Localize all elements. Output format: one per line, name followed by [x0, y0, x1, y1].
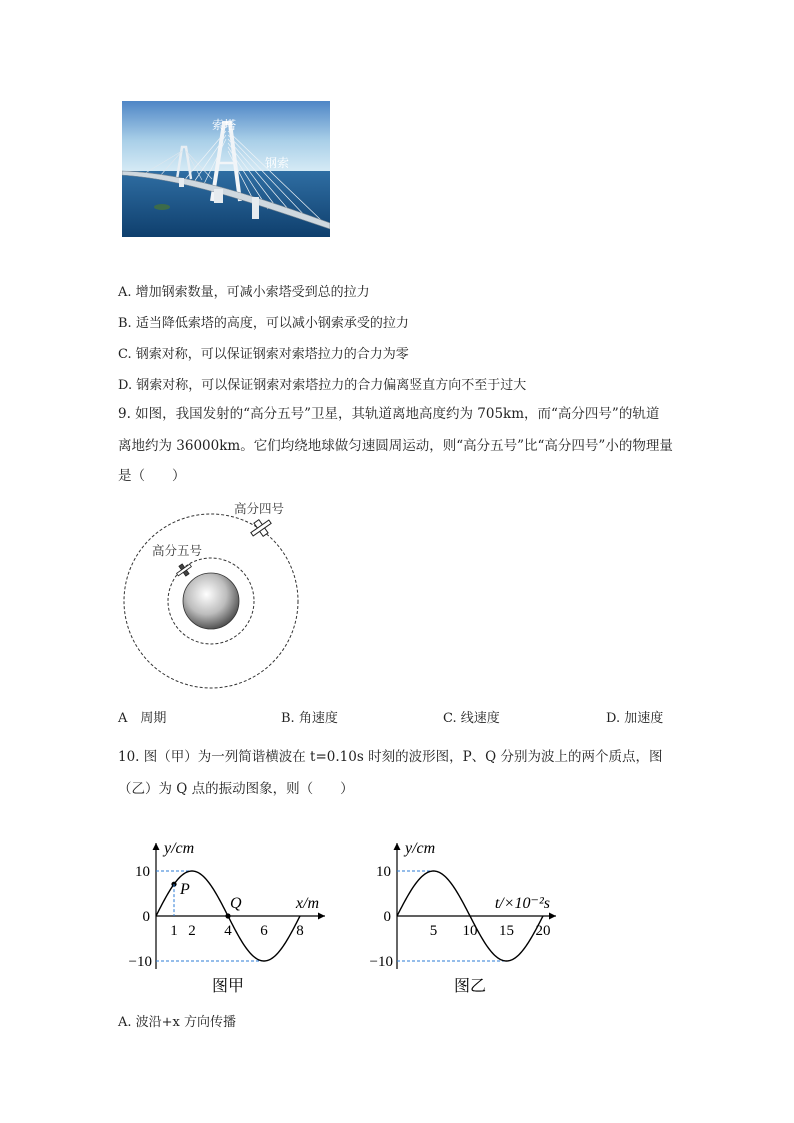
chart-0-label-P: P [180, 881, 190, 899]
chart-1-title: 图乙 [453, 978, 487, 995]
chart-1-ytick-bottom: −10 [369, 954, 393, 970]
q10-stem-line2: （乙）为 Q 点的振动图象，则（ ） [118, 781, 354, 797]
q10-option-a[interactable]: A. 波沿+x 方向传播 [118, 1015, 237, 1030]
q8-option-d[interactable]: D. 钢索对称，可以保证钢索对索塔拉力的合力偏离竖直方向不至于过大 [118, 378, 527, 393]
chart-1-xtick-1: 10 [462, 923, 478, 939]
chart-0-ytick-top: 10 [135, 864, 150, 880]
label-tower: 索塔 [212, 118, 237, 132]
q9-option-d[interactable]: D. 加速度 [606, 711, 664, 726]
chart-0-xtick-1: 2 [188, 923, 196, 939]
chart-1-ylabel: y/cm [405, 840, 436, 857]
chart-0-ylabel: y/cm [164, 840, 195, 857]
wave-chart-yi-svg [360, 835, 610, 1000]
chart-0-point-Q [225, 913, 230, 918]
chart-0-xtick-3: 6 [260, 923, 268, 939]
chart-1-ytick-top: 10 [376, 864, 391, 880]
chart-0-label-Q: Q [230, 895, 242, 912]
chart-0-xlabel: x/m [295, 895, 319, 912]
wave-chart-jia [120, 835, 350, 1000]
chart-1-xtick-3: 20 [535, 923, 551, 939]
q9-option-b[interactable]: B. 角速度 [281, 711, 338, 726]
q8-option-b[interactable]: B. 适当降低索塔的高度，可以减小钢索承受的拉力 [118, 316, 409, 331]
bridge-photo [122, 101, 330, 237]
q8-option-a[interactable]: A. 增加钢索数量，可减小索塔受到总的拉力 [118, 285, 370, 300]
chart-0-ytick-zero: 0 [142, 909, 150, 925]
chart-0-title: 图甲 [211, 978, 245, 995]
wave-chart-jia-svg [120, 835, 350, 1000]
label-cable: 钢索 [265, 156, 290, 170]
chart-0-xtick-4: 8 [296, 923, 304, 939]
q9-option-c[interactable]: C. 线速度 [443, 711, 500, 726]
wave-chart-yi [360, 835, 610, 1000]
bridge-photo-art [122, 101, 330, 237]
satellite-outer-icon [247, 515, 274, 541]
q10-stem-line1: 10. 图（甲）为一列简谐横波在 t=0.10s 时刻的波形图，P、Q 分别为波上的两个质点，图 [118, 749, 663, 765]
chart-1-xlabel: t/×10⁻²s [494, 895, 550, 912]
chart-1-xtick-2: 15 [499, 923, 514, 939]
chart-1-xtick-0: 5 [429, 923, 438, 939]
chart-0-xtick-2: 4 [224, 923, 232, 939]
q8-option-c[interactable]: C. 钢索对称，可以保证钢索对索塔拉力的合力为零 [118, 347, 409, 362]
q9-stem-line1: 9. 如图，我国发射的“高分五号”卫星，其轨道离地高度约为 705km，而“高分四号”的轨道 [118, 406, 660, 422]
earth [183, 573, 239, 629]
chart-1-ytick-zero: 0 [383, 909, 391, 925]
label-gaofen4: 高分四号 [234, 502, 285, 516]
orbit-diagram [118, 495, 318, 695]
q9-stem-line3: 是（ ） [118, 468, 186, 484]
chart-0-ytick-bottom: −10 [128, 954, 152, 970]
chart-0-xtick-0: 1 [170, 923, 178, 939]
q9-stem-line2: 离地约为 36000km。它们均绕地球做匀速圆周运动，则“高分五号”比“高分四号”小的物理量 [118, 438, 673, 454]
q9-option-a[interactable]: A 周期 [118, 711, 167, 726]
label-gaofen5: 高分五号 [152, 544, 203, 558]
